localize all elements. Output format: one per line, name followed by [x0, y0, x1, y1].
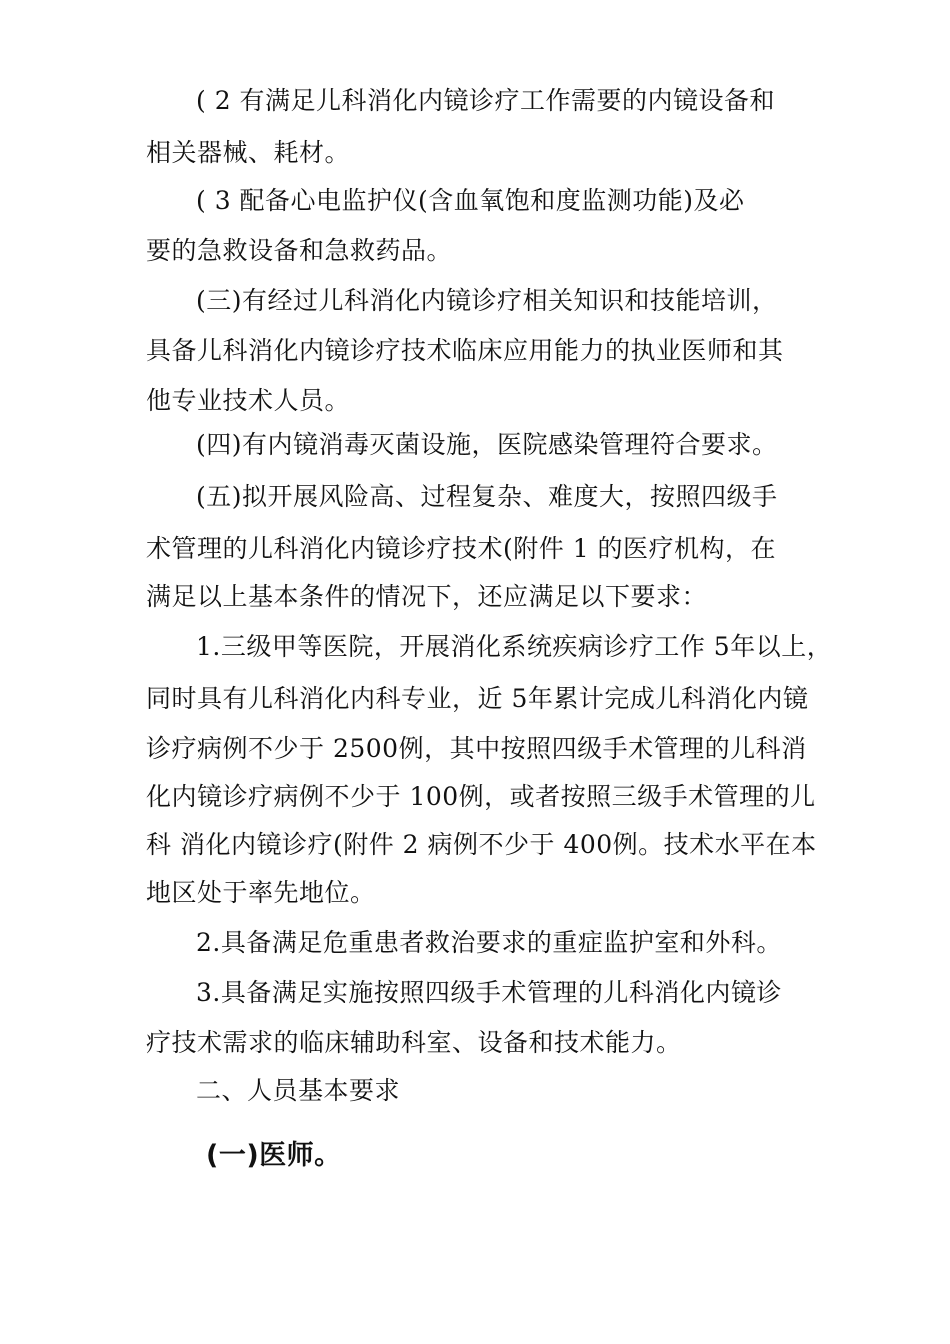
text-line-item-2-cont: 相关器械、耗材。	[146, 138, 351, 167]
text-line-item-3-monitor: ( 3 配备心电监护仪(含血氧饱和度监测功能)及必	[196, 186, 745, 215]
text-line-req-3-support: 3.具备满足实施按照四级手术管理的儿科消化内镜诊	[196, 978, 782, 1007]
text-line-section-3-training: (三)有经过儿科消化内镜诊疗相关知识和技能培训，	[196, 286, 778, 315]
text-line-req-1-cont-5: 地区处于率先地位。	[146, 878, 376, 907]
text-line-section-3-cont-2: 他专业技术人员。	[146, 386, 351, 415]
subsection-heading-physicians: (一)医师。	[206, 1140, 342, 1171]
text-line-req-2-icu: 2.具备满足危重患者救治要求的重症监护室和外科。	[196, 928, 782, 957]
text-line-req-3-cont: 疗技术需求的临床辅助科室、设备和技术能力。	[146, 1028, 682, 1057]
text-line-item-2-equipment: ( 2 有满足儿科消化内镜诊疗工作需要的内镜设备和	[196, 86, 776, 115]
section-heading-personnel: 二、人员基本要求	[196, 1076, 401, 1105]
text-line-section-4-disinfection: (四)有内镜消毒灭菌设施，医院感染管理符合要求。	[196, 430, 778, 459]
text-line-section-5-cont-1: 术管理的儿科消化内镜诊疗技术(附件 1 的医疗机构，在	[146, 534, 777, 563]
text-line-section-3-cont-1: 具备儿科消化内镜诊疗技术临床应用能力的执业医师和其	[146, 336, 784, 365]
text-line-section-5-cont-2: 满足以上基本条件的情况下，还应满足以下要求：	[146, 582, 708, 611]
text-line-req-1-hospital: 1.三级甲等医院，开展消化系统疾病诊疗工作 5年以上，	[196, 632, 833, 661]
text-line-req-1-cont-3: 化内镜诊疗病例不少于 100例，或者按照三级手术管理的儿	[146, 782, 816, 811]
text-line-req-1-cont-1: 同时具有儿科消化内科专业，近 5年累计完成儿科消化内镜	[146, 684, 809, 713]
text-line-req-1-cont-2: 诊疗病例不少于 2500例，其中按照四级手术管理的儿科消	[146, 734, 807, 763]
text-line-section-5-high-risk: (五)拟开展风险高、过程复杂、难度大，按照四级手	[196, 482, 778, 511]
text-line-req-1-cont-4: 科 消化内镜诊疗(附件 2 病例不少于 400例。技术水平在本	[146, 830, 817, 859]
text-line-item-3-cont: 要的急救设备和急救药品。	[146, 236, 453, 265]
